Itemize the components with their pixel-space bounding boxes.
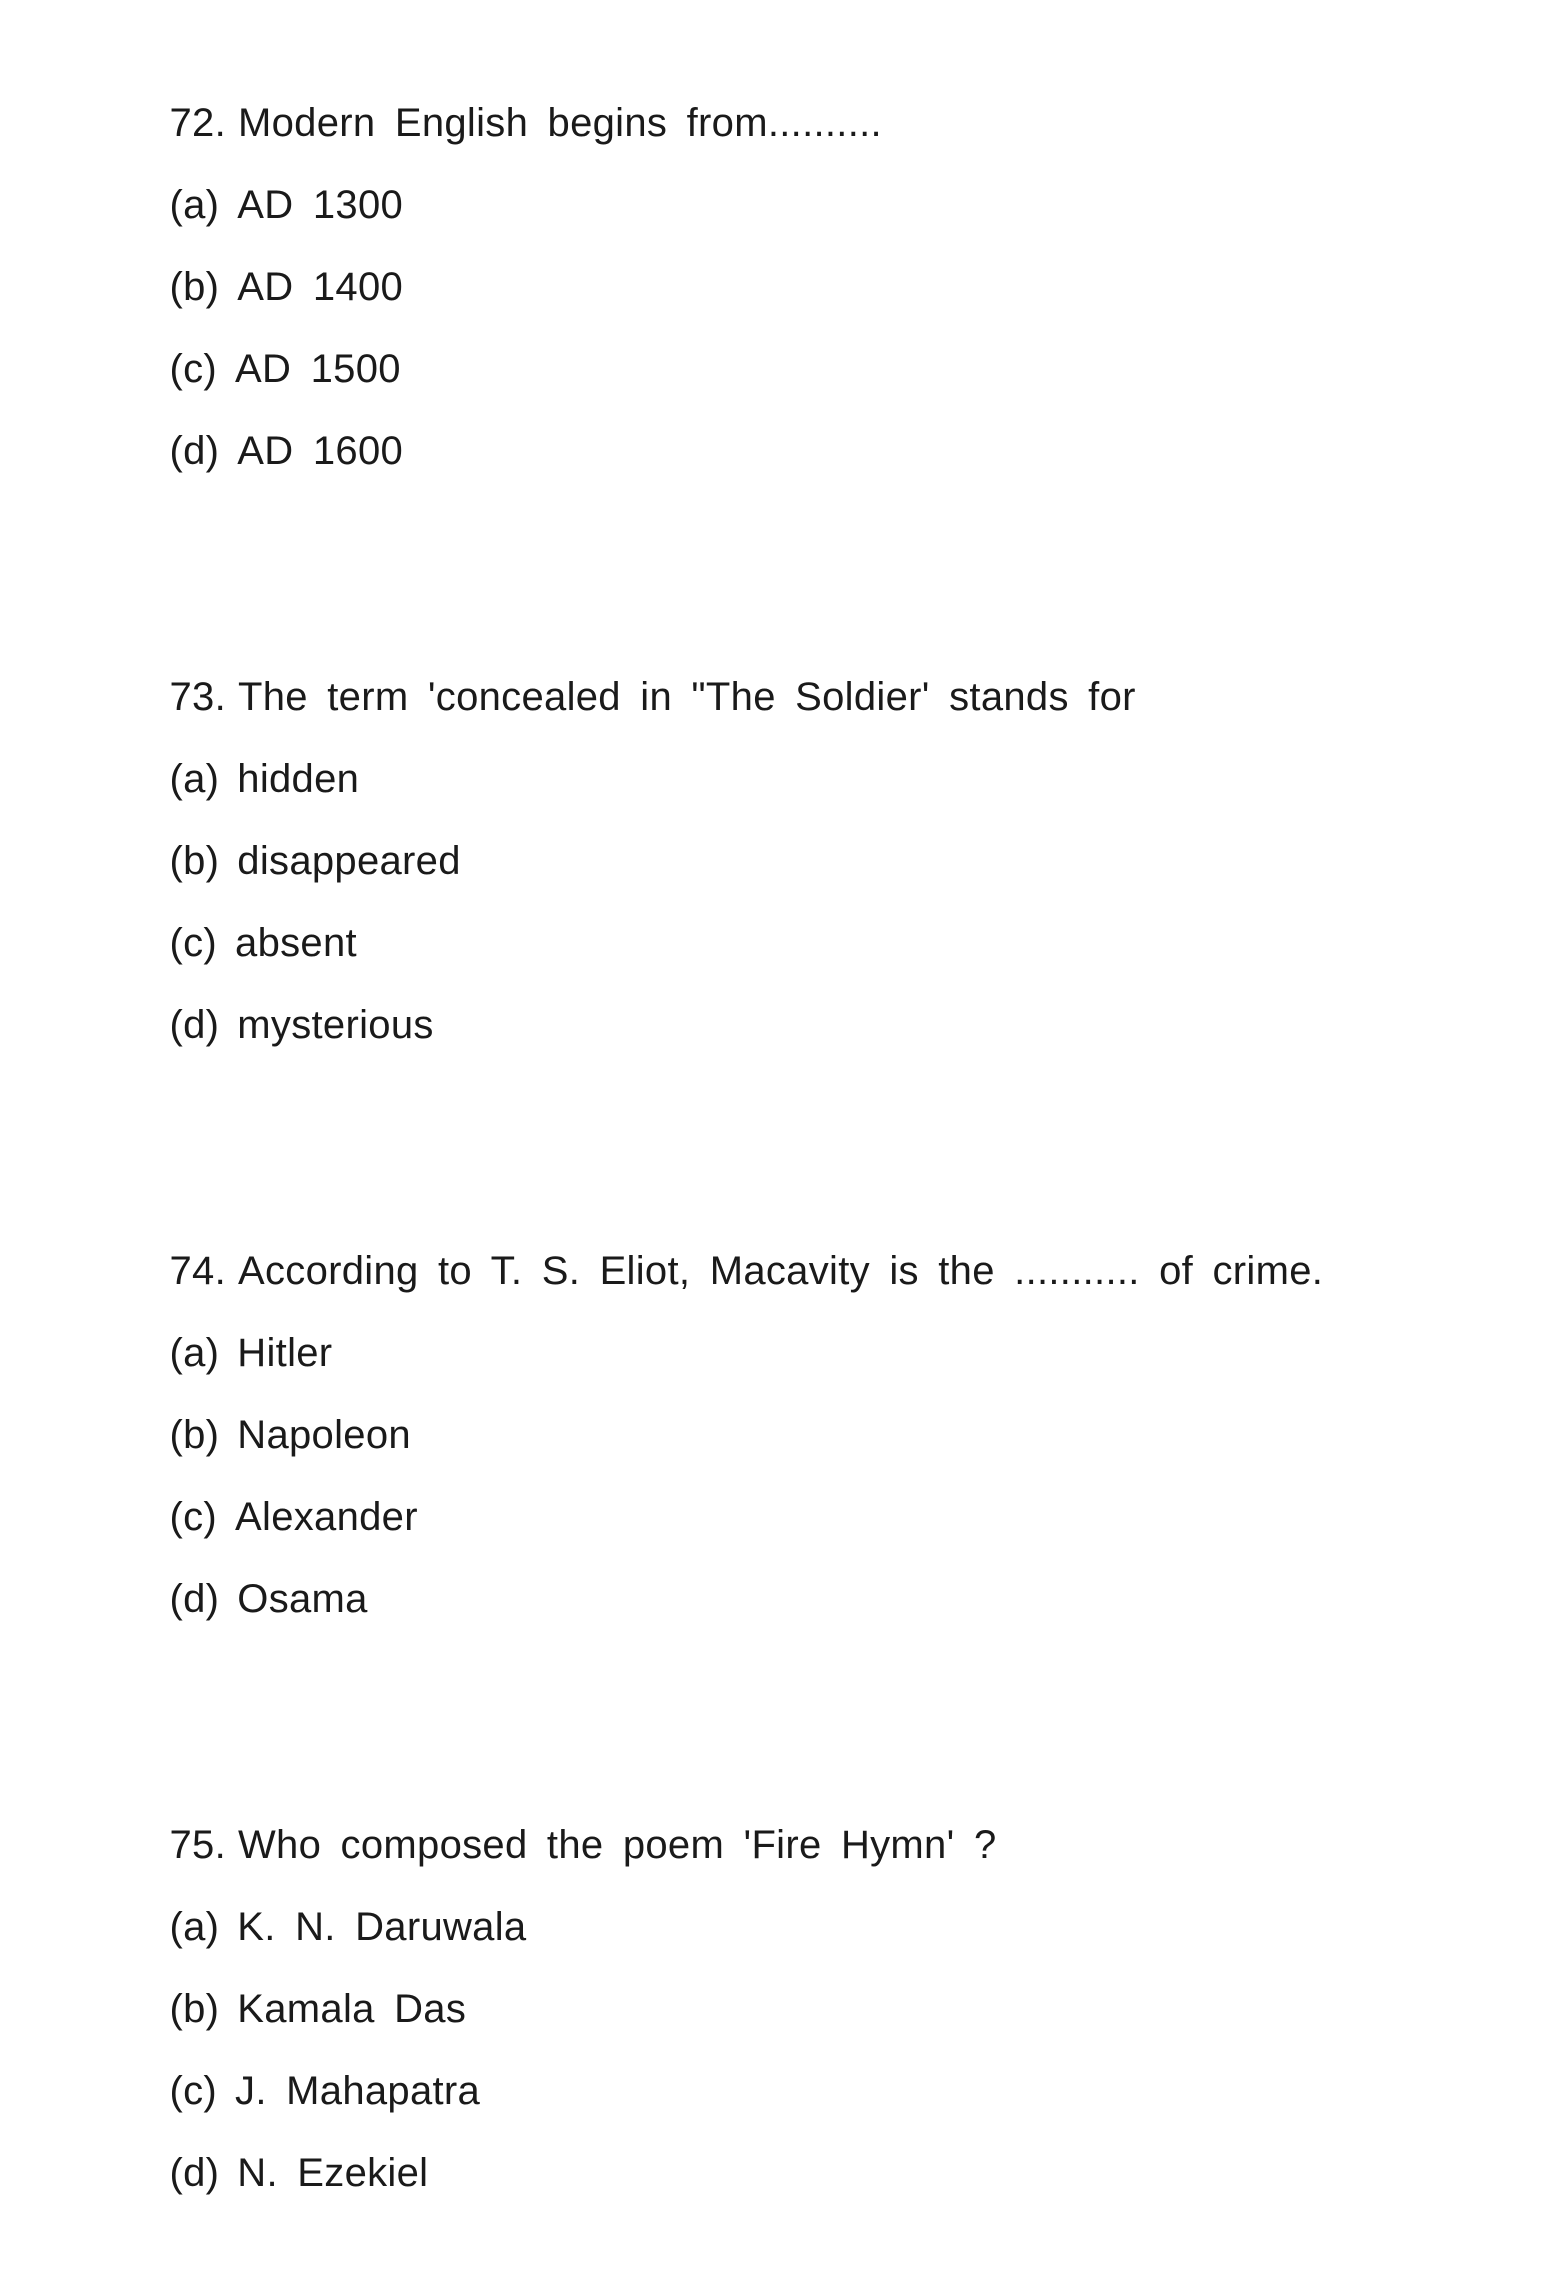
option-text: Hitler (237, 1331, 333, 1375)
option-text: Osama (237, 1577, 368, 1621)
question-stem (53, 574, 1513, 719)
option-label: (c) (169, 347, 218, 391)
question-number: 75. (169, 1823, 226, 1867)
question-number: 74. (169, 1249, 226, 1293)
question-number: 73. (169, 675, 226, 719)
option-text: K. N. Daruwala (237, 1905, 527, 1949)
option-label: (a) (169, 183, 220, 227)
option-label: (d) (169, 1003, 220, 1047)
question-text: The term 'concealed in "The Soldier' stands for (238, 675, 1136, 719)
option-text: disappeared (237, 839, 461, 883)
question-stem (53, 1148, 1513, 1293)
question-73 (53, 574, 1513, 1047)
option-label: (d) (169, 429, 220, 473)
option-label: (b) (169, 839, 220, 883)
option-label: (b) (169, 1413, 220, 1457)
option-label: (a) (169, 1905, 220, 1949)
option-label: (a) (169, 1331, 220, 1375)
option-text: Napoleon (237, 1413, 411, 1457)
option-text: AD 1300 (237, 183, 404, 227)
option-label: (b) (169, 265, 220, 309)
option-text: AD 1400 (237, 265, 404, 309)
option-label: (c) (169, 1495, 218, 1539)
option-label: (d) (169, 2151, 220, 2195)
option-text: N. Ezekiel (237, 2151, 429, 2195)
option-text: J. Mahapatra (235, 2069, 481, 2113)
question-text: Who composed the poem 'Fire Hymn' ? (238, 1823, 997, 1867)
question-number: 72. (169, 101, 226, 145)
question-text: According to T. S. Eliot, Macavity is the ........... of crime. (238, 1249, 1324, 1293)
question-text: Modern English begins from.......... (238, 101, 882, 145)
option-label: (a) (169, 757, 220, 801)
option-label: (c) (169, 2069, 218, 2113)
option-label: (d) (169, 1577, 220, 1621)
option-text: mysterious (237, 1003, 434, 1047)
question-stem (53, 1722, 1513, 1867)
option-text: absent (235, 921, 357, 965)
option-text: AD 1600 (237, 429, 404, 473)
option-text: AD 1500 (235, 347, 401, 391)
option-text: Alexander (235, 1495, 418, 1539)
option-label: (c) (169, 921, 218, 965)
question-72 (53, 0, 1513, 473)
question-page (53, 0, 1513, 2195)
option-text: Kamala Das (237, 1987, 467, 2031)
question-74 (53, 1148, 1513, 1621)
question-75 (53, 1722, 1513, 2195)
question-stem (53, 0, 1513, 145)
option-label: (b) (169, 1987, 220, 2031)
option-text: hidden (237, 757, 360, 801)
